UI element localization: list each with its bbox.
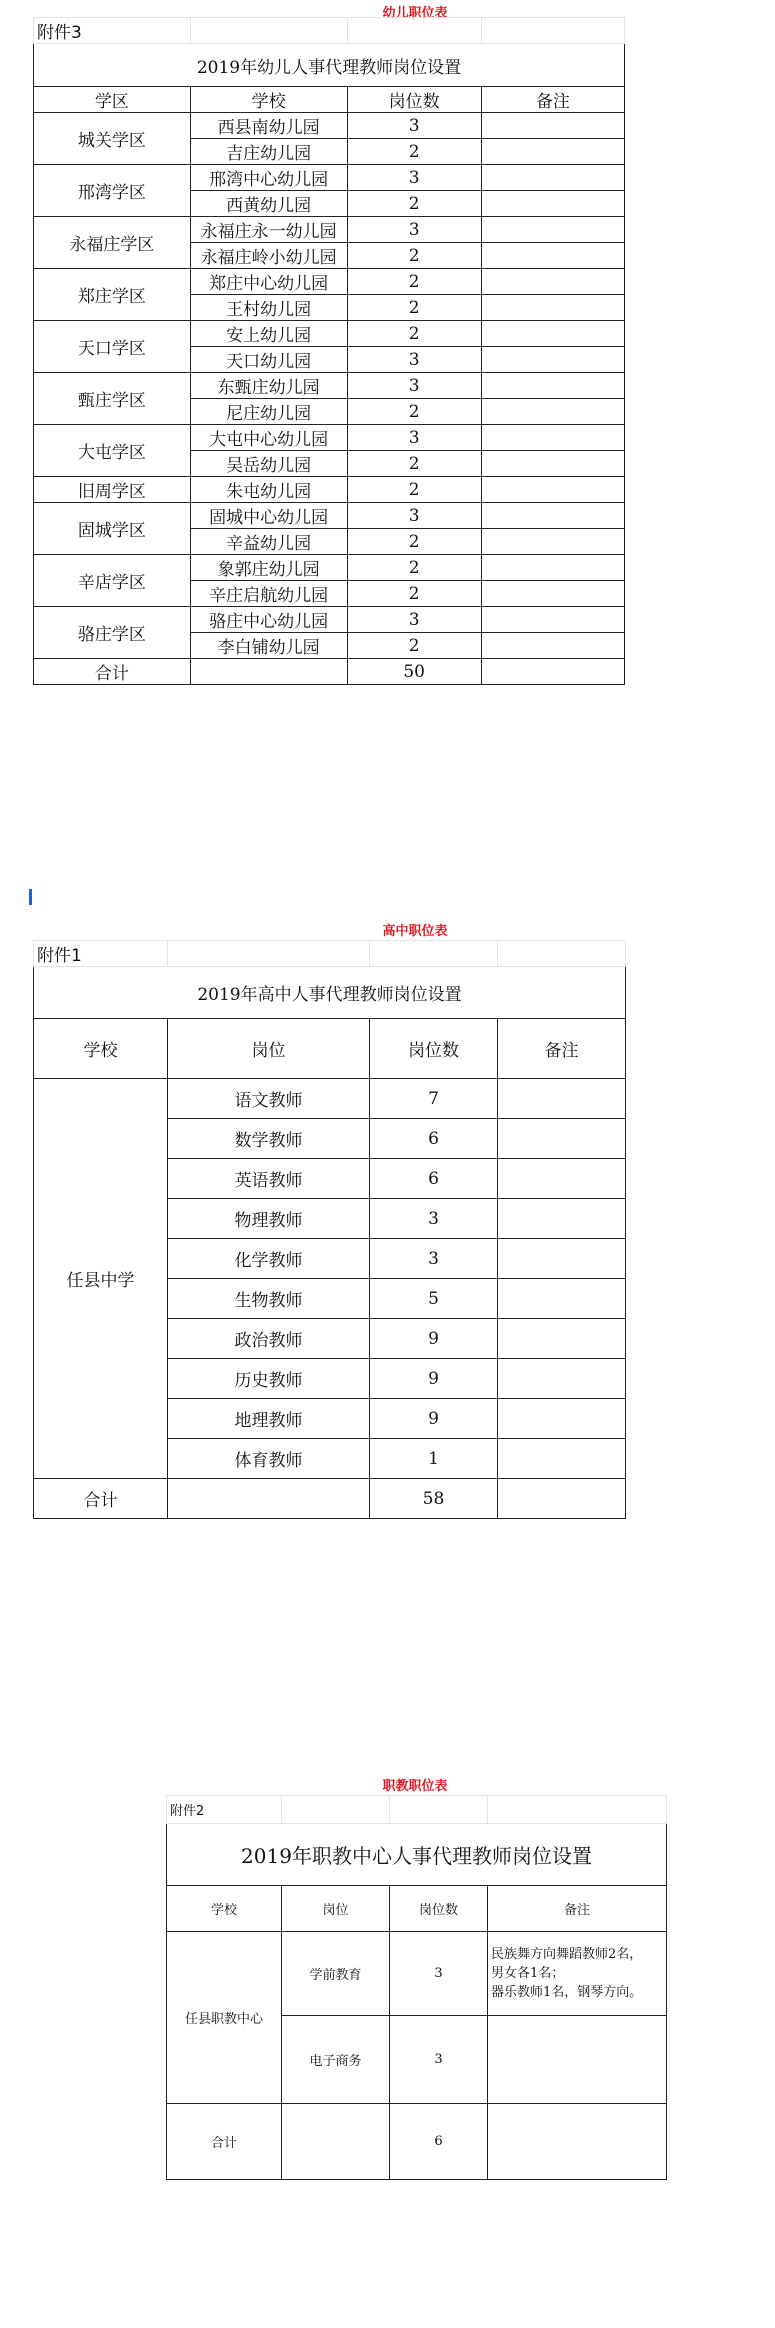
remark-cell bbox=[498, 1319, 626, 1359]
vocational-table bbox=[166, 1795, 667, 2180]
column-header: 学区 bbox=[34, 87, 191, 113]
positions-cell: 3 bbox=[347, 113, 481, 139]
table-row bbox=[34, 425, 625, 451]
school-cell: 骆庄中心幼儿园 bbox=[190, 607, 347, 633]
school-cell: 王村幼儿园 bbox=[190, 295, 347, 321]
column-header: 学校 bbox=[167, 1886, 282, 1932]
district-cell: 甄庄学区 bbox=[34, 373, 191, 425]
school-cell: 东甄庄幼儿园 bbox=[190, 373, 347, 399]
table-row bbox=[34, 113, 625, 139]
post-cell: 数学教师 bbox=[168, 1119, 370, 1159]
vocational-section-label: 职教职位表 bbox=[382, 1779, 448, 1794]
remark-cell bbox=[481, 373, 624, 399]
positions-cell: 3 bbox=[347, 425, 481, 451]
table-title: 2019年职教中心人事代理教师岗位设置 bbox=[167, 1824, 667, 1886]
positions-cell: 2 bbox=[347, 139, 481, 165]
school-cell: 固城中心幼儿园 bbox=[190, 503, 347, 529]
post-cell: 体育教师 bbox=[168, 1439, 370, 1479]
district-cell: 永福庄学区 bbox=[34, 217, 191, 269]
positions-cell: 9 bbox=[370, 1399, 498, 1439]
attachment-label: 附件1 bbox=[34, 941, 168, 967]
positions-cell: 3 bbox=[347, 217, 481, 243]
table-row bbox=[34, 503, 625, 529]
total-label: 合计 bbox=[34, 1479, 168, 1519]
positions-cell: 2 bbox=[347, 555, 481, 581]
remark-cell bbox=[481, 555, 624, 581]
remark-cell bbox=[488, 1932, 667, 2016]
remark-cell bbox=[498, 1359, 626, 1399]
remark-cell bbox=[481, 321, 624, 347]
remark-cell bbox=[481, 347, 624, 373]
positions-cell: 2 bbox=[347, 581, 481, 607]
positions-cell: 2 bbox=[347, 477, 481, 503]
school-cell: 吉庄幼儿园 bbox=[190, 139, 347, 165]
remark-cell bbox=[481, 659, 624, 685]
remark-cell bbox=[498, 1399, 626, 1439]
column-header: 备注 bbox=[488, 1886, 667, 1932]
column-header: 岗位 bbox=[168, 1019, 370, 1079]
table-row bbox=[167, 1932, 667, 2016]
column-header: 岗位 bbox=[282, 1886, 390, 1932]
positions-cell: 3 bbox=[390, 2016, 488, 2104]
remark-cell bbox=[481, 399, 624, 425]
school-cell: 李白铺幼儿园 bbox=[190, 633, 347, 659]
school-cell: 邢湾中心幼儿园 bbox=[190, 165, 347, 191]
positions-cell: 1 bbox=[370, 1439, 498, 1479]
remark-cell bbox=[481, 165, 624, 191]
total-value: 58 bbox=[370, 1479, 498, 1519]
positions-cell: 3 bbox=[390, 1932, 488, 2016]
remark-line: 器乐教师1名，钢琴方向。 bbox=[491, 1985, 643, 2000]
column-header: 岗位数 bbox=[390, 1886, 488, 1932]
positions-cell: 3 bbox=[347, 165, 481, 191]
positions-cell: 3 bbox=[347, 607, 481, 633]
remark-cell bbox=[481, 113, 624, 139]
column-header: 学校 bbox=[190, 87, 347, 113]
remark-cell bbox=[481, 451, 624, 477]
table-title: 2019年幼儿人事代理教师岗位设置 bbox=[34, 44, 625, 87]
column-header: 备注 bbox=[498, 1019, 626, 1079]
positions-cell: 3 bbox=[370, 1199, 498, 1239]
district-cell: 城关学区 bbox=[34, 113, 191, 165]
school-cell: 大屯中心幼儿园 bbox=[190, 425, 347, 451]
remark-cell bbox=[488, 2104, 667, 2180]
school-cell: 任县职教中心 bbox=[167, 1932, 282, 2104]
positions-cell: 6 bbox=[370, 1119, 498, 1159]
remark-cell bbox=[498, 1079, 626, 1119]
school-cell: 永福庄岭小幼儿园 bbox=[190, 243, 347, 269]
remark-cell bbox=[498, 1119, 626, 1159]
positions-cell: 3 bbox=[347, 347, 481, 373]
remark-cell bbox=[481, 529, 624, 555]
post-cell: 政治教师 bbox=[168, 1319, 370, 1359]
school-cell: 西县南幼儿园 bbox=[190, 113, 347, 139]
table-row bbox=[34, 607, 625, 633]
kindergarten-table bbox=[33, 17, 625, 685]
table-title: 2019年高中人事代理教师岗位设置 bbox=[34, 967, 626, 1019]
post-cell: 化学教师 bbox=[168, 1239, 370, 1279]
school-cell: 西黄幼儿园 bbox=[190, 191, 347, 217]
total-value: 50 bbox=[347, 659, 481, 685]
remark-cell bbox=[481, 139, 624, 165]
school-cell: 辛益幼儿园 bbox=[190, 529, 347, 555]
positions-cell: 7 bbox=[370, 1079, 498, 1119]
remark-cell bbox=[481, 191, 624, 217]
post-cell: 英语教师 bbox=[168, 1159, 370, 1199]
positions-cell: 2 bbox=[347, 295, 481, 321]
total-row bbox=[34, 1479, 626, 1519]
positions-cell: 5 bbox=[370, 1279, 498, 1319]
school-cell: 永福庄永一幼儿园 bbox=[190, 217, 347, 243]
post-cell: 学前教育 bbox=[282, 1932, 390, 2016]
post-cell: 语文教师 bbox=[168, 1079, 370, 1119]
table-row bbox=[34, 165, 625, 191]
total-label: 合计 bbox=[167, 2104, 282, 2180]
table-row bbox=[34, 1079, 626, 1119]
remark-cell bbox=[481, 295, 624, 321]
highschool-section-label: 高中职位表 bbox=[382, 924, 448, 939]
remark-line: 男女各1名； bbox=[491, 1966, 565, 1981]
remark-cell bbox=[481, 633, 624, 659]
positions-cell: 3 bbox=[347, 373, 481, 399]
district-cell: 辛店学区 bbox=[34, 555, 191, 607]
post-cell: 电子商务 bbox=[282, 2016, 390, 2104]
post-cell: 生物教师 bbox=[168, 1279, 370, 1319]
attachment-label: 附件2 bbox=[167, 1796, 282, 1824]
empty-cell bbox=[168, 1479, 370, 1519]
total-row bbox=[167, 2104, 667, 2180]
positions-cell: 2 bbox=[347, 633, 481, 659]
remark-cell bbox=[481, 425, 624, 451]
table-row bbox=[34, 373, 625, 399]
remark-cell bbox=[498, 1239, 626, 1279]
remark-cell bbox=[481, 269, 624, 295]
total-value: 6 bbox=[390, 2104, 488, 2180]
column-header: 备注 bbox=[481, 87, 624, 113]
remark-cell bbox=[481, 217, 624, 243]
positions-cell: 9 bbox=[370, 1359, 498, 1399]
school-cell: 朱屯幼儿园 bbox=[190, 477, 347, 503]
remark-cell bbox=[481, 503, 624, 529]
column-header: 学校 bbox=[34, 1019, 168, 1079]
table-row bbox=[34, 269, 625, 295]
highschool-table bbox=[33, 940, 626, 1519]
table-row bbox=[34, 555, 625, 581]
school-cell: 吴岳幼儿园 bbox=[190, 451, 347, 477]
post-cell: 物理教师 bbox=[168, 1199, 370, 1239]
remark-cell bbox=[498, 1439, 626, 1479]
positions-cell: 3 bbox=[347, 503, 481, 529]
district-cell: 天口学区 bbox=[34, 321, 191, 373]
positions-cell: 9 bbox=[370, 1319, 498, 1359]
school-cell: 安上幼儿园 bbox=[190, 321, 347, 347]
district-cell: 邢湾学区 bbox=[34, 165, 191, 217]
remark-cell bbox=[498, 1159, 626, 1199]
positions-cell: 2 bbox=[347, 451, 481, 477]
positions-cell: 2 bbox=[347, 321, 481, 347]
kindergarten-section-label: 幼儿职位表 bbox=[382, 6, 448, 21]
column-header: 岗位数 bbox=[370, 1019, 498, 1079]
attachment-label: 附件3 bbox=[34, 18, 191, 44]
remark-cell bbox=[498, 1279, 626, 1319]
remark-cell bbox=[481, 581, 624, 607]
positions-cell: 2 bbox=[347, 191, 481, 217]
remark-cell bbox=[498, 1479, 626, 1519]
school-cell: 任县中学 bbox=[34, 1079, 168, 1479]
school-cell: 尼庄幼儿园 bbox=[190, 399, 347, 425]
positions-cell: 2 bbox=[347, 529, 481, 555]
positions-cell: 3 bbox=[370, 1239, 498, 1279]
post-cell: 地理教师 bbox=[168, 1399, 370, 1439]
column-header: 岗位数 bbox=[347, 87, 481, 113]
positions-cell: 2 bbox=[347, 269, 481, 295]
school-cell: 辛庄启航幼儿园 bbox=[190, 581, 347, 607]
school-cell: 象郭庄幼儿园 bbox=[190, 555, 347, 581]
total-row bbox=[34, 659, 625, 685]
remark-cell bbox=[481, 607, 624, 633]
table-row bbox=[34, 217, 625, 243]
empty-cell bbox=[282, 2104, 390, 2180]
remark-cell bbox=[488, 2016, 667, 2104]
district-cell: 固城学区 bbox=[34, 503, 191, 555]
empty-cell bbox=[190, 659, 347, 685]
remark-cell bbox=[481, 477, 624, 503]
school-cell: 郑庄中心幼儿园 bbox=[190, 269, 347, 295]
table-row bbox=[34, 477, 625, 503]
total-label: 合计 bbox=[34, 659, 191, 685]
positions-cell: 2 bbox=[347, 243, 481, 269]
district-cell: 郑庄学区 bbox=[34, 269, 191, 321]
positions-cell: 6 bbox=[370, 1159, 498, 1199]
text-cursor bbox=[29, 889, 32, 905]
post-cell: 历史教师 bbox=[168, 1359, 370, 1399]
district-cell: 骆庄学区 bbox=[34, 607, 191, 659]
district-cell: 大屯学区 bbox=[34, 425, 191, 477]
district-cell: 旧周学区 bbox=[34, 477, 191, 503]
positions-cell: 2 bbox=[347, 399, 481, 425]
table-row bbox=[34, 321, 625, 347]
remark-cell bbox=[481, 243, 624, 269]
remark-cell bbox=[498, 1199, 626, 1239]
remark-line: 民族舞方向舞蹈教师2名， bbox=[491, 1947, 643, 1962]
school-cell: 天口幼儿园 bbox=[190, 347, 347, 373]
